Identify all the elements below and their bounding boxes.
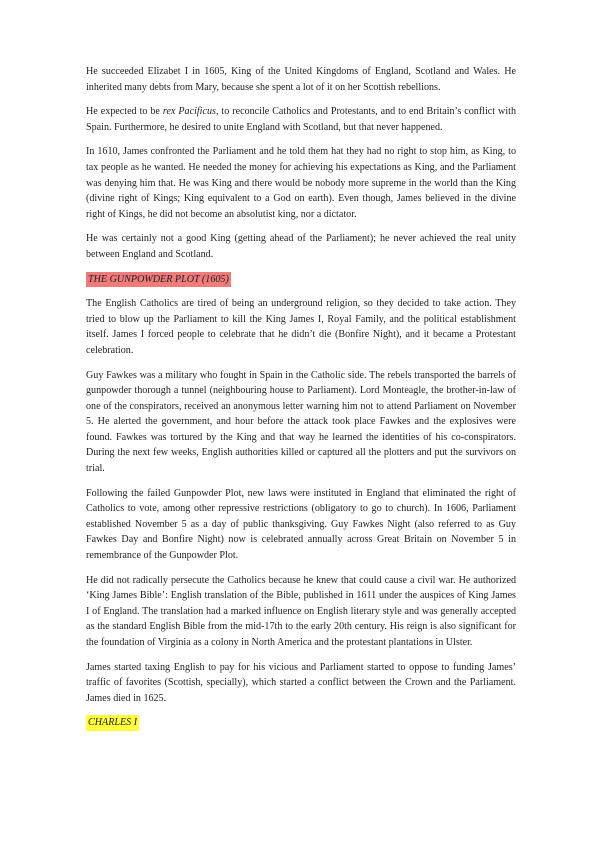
pacificus-text-after: , to reconcile Catholics and Protestants, and to end Britain’s conflict with Spain. Furthermore, he desired to unite England with Scotland, but that never happened. (86, 106, 516, 133)
document-page (86, 64, 516, 740)
pacificus-italic: rex Pacificus (162, 106, 216, 118)
paragraph-guy-fawkes: Guy Fawkes was a military who fought in Spain in the Catholic side. The rebels transported the barrels of gunpowder thorough a tunnel (neighbouring house to Parliament). Lord Monteagle, the brother-in-law of one of the conspirators, received an anonymous letter warning him not to attend Parliament on November 5. He alerted the government, and hour before the attack took place Fawkes and the explosives were found. Fawkes was tortured by the King and that way he learned the identities of his co-conspirators. During the next few weeks, English authorities killed or captured all the plotters and put the survivors on trial. (86, 369, 516, 475)
paragraph-taxing-english: James started taxing English to pay for his vicious and Parliament started to oppose to funding James’ traffic of favorites (Scottish, specially), which started a conflict between the Crown and the Parliament. James died in 1625. (86, 661, 516, 704)
paragraph-king-james-bible: He did not radically persecute the Catholics because he knew that could cause a civil war. He authorized ‘King James Bible’: English translation of the Bible, published in 1611 under the auspices of King James I of England. The translation had a marked influence on English literary style and was generally accepted as the standard English Bible from the mid-17th to the early 20th century. His reign is also significant for the foundation of Virginia as a colony in North America and the protestant plantations in Ulster. (86, 574, 516, 648)
paragraph-parliament-1610: In 1610, James confronted the Parliament and he told them hat they had no right to stop him, as King, to tax people as he wanted. He needed the money for achieving his expectations as King, and the Parliament was denying him that. He was King and there would be nobody more supreme in the world than the King (divine right of Kings; King equivalent to a God on earth). Even though, James believed in the divine right of Kings, he did not become an absolutist king, nor a dictator. (86, 146, 516, 220)
pacificus-text-before: He expected to be (86, 106, 163, 118)
paragraph-catholics-action: The English Catholics are tired of being an underground religion, so they decided to take action. They tried to blow up the Parliament to kill the King James I, Royal Family, and the political establishment itself. James I forced people to celebrate that he didn’t die (Bonfire Night), and it became a Protestant celebration. (86, 298, 516, 356)
paragraph-succession: He succeeded Elizabet I in 1605, King of the United Kingdoms of England, Scotland and Wales. He inherited many debts from Mary, because she spent a lot of it on her Scottish rebellions. (86, 66, 516, 93)
heading-charles-i: CHARLES I (86, 715, 139, 731)
heading-gunpowder-plot: THE GUNPOWDER PLOT (1605) (86, 272, 231, 288)
paragraph-failed-plot-laws: Following the failed Gunpowder Plot, new laws were instituted in England that eliminated the right of Catholics to vote, among other repressive restrictions (obligatory to go to church). In 1606, Parliament established November 5 as a day of public thanksgiving. Guy Fawkes Night (also referred to as Guy Fawkes Day and Bonfire Night) now is celebrated annually across Great Britain on November 5 in remembrance of the Gunpowder Plot. (86, 487, 516, 562)
paragraph-not-good-king: He was certainly not a good King (getting ahead of the Parliament); he never achieved the real unity between England and Scotland. (86, 233, 516, 260)
paragraph-rex-pacificus (86, 104, 516, 135)
